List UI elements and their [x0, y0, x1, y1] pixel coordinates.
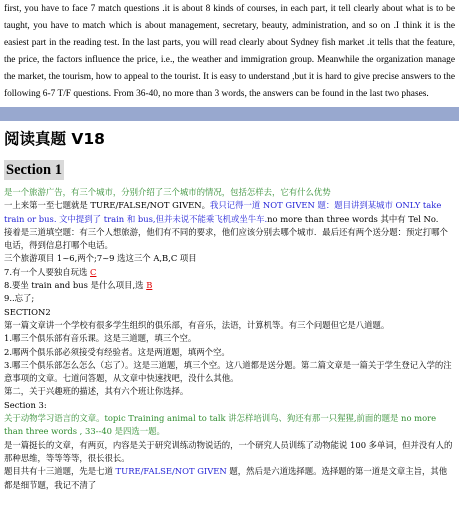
section2-paragraph-5: 第二，关于兴趣班的描述，其有六个班让你选择。 — [4, 386, 189, 397]
page-title: 阅读真题 V18 — [4, 130, 105, 148]
section2-paragraph-1: 第一篇文章讲一个学校有很多学生组织的俱乐部，有音乐，法语，计算机等。有三个问题但它是八道题。 — [4, 319, 390, 330]
section3-description: 是一篇挺长的文章，有两页，内容是关于研究训练动物说话的，一个研究人员训练了动物能说 100 多单词，但并没有人的那种思维，等等等等，很长很长。 — [4, 439, 453, 463]
section3-heading: Section 3: — [4, 399, 47, 410]
section1-q7 — [4, 266, 455, 279]
section1-body — [4, 186, 455, 492]
section3-questions-tfng: TURE/FALSE/NOT GIVEN — [115, 466, 227, 477]
q8-text: 8.要坐 train and bus 是什么项目,选 — [4, 280, 147, 291]
section2-paragraph-2: 1.哪三个俱乐部有音乐课。这是三道题，填三个空。 — [4, 333, 197, 344]
section3-questions — [4, 465, 455, 492]
section1-fill-in-paragraph: 接着是三道填空题：有三个人想旅游，他们有不同的要求，他们应该分别去哪个城市．最后还有两个送分题：预定打哪个电话，得到信息打哪个电话。 — [4, 226, 448, 251]
section3-questions-a: 题目共有十三道题，先是七道 — [4, 466, 116, 477]
section3-topic: 关于动物学习语言的文章。topic Training animal to talk 讲怎样培训鸟、狗还有那一只猩猩,前面的题是 no more than three words , 33--40 是四选一题。 — [4, 413, 437, 437]
section1-projects-line: 三个旅游项目 1~6,两个;7~9 选这三个 A,B,C 项目 — [4, 253, 197, 264]
section1-word-limit: no more than three words 其中有 Tel No. — [267, 213, 439, 224]
section1-tfng-paragraph — [4, 199, 455, 226]
section2-paragraph-3: 2.哪两个俱乐部必须接受有经验者。这是两道题，填两个空。 — [4, 346, 230, 357]
section3-questions-c: 题，然后是六道选择题。选择题的第一道是文章主旨，其他都是细节题，我记不清了 — [4, 466, 448, 490]
section1-summary: 是一个旅游广告，有三个城市，分别介绍了三个城市的情况，包括怎样去，它有什么优势 — [4, 187, 331, 197]
section1-tfng-example-end: 但并未说不能乘飞机或坐牛车. — [155, 213, 268, 224]
section1-tfng-example: 我只记得一道 NOT GIVEN 题：题目讲到某城市 ONLY take train or bus. 文中提到了 train 和 bus, — [4, 200, 442, 224]
intro-paragraph: first, you have to face 7 match questions .it is about 8 kinds of courses, in each part, it tell clearly about what is to be taught, you have to match which is about management, secretary, beauty, administration, and so on .I think it is the easiest part in the reading test. In the last parts, you will read clearly about Sydney fish market .it tells that the feature, the price, the factors influence the price, i.e., the weather and immigration group. Meanwhile the organization manage the market, the tourism, how to appeal to the tourist. It is easy to understand ,but it is hard to give precise answers to the following 6-7 T/F questions. From 36-40, no more than 3 words, the answers can be found in the last two phases. — [4, 4, 455, 99]
q8-answer: B — [146, 280, 153, 291]
section1-tfng-intro: 一上来第一至七题就是 TURE/FALSE/NOT GIVEN。 — [4, 200, 210, 211]
section2-paragraph-4: 3.哪三个俱乐部怎么怎么（忘了）。这是三道题，填三个空。这八道都是送分题。第二篇文章是一篇关于学生登记入学的注意事项的文章。七道问答题，从文章中快速找吧，没什么其他。 — [4, 359, 452, 384]
section1-heading: Section 1 — [6, 162, 62, 178]
section1-q8 — [4, 279, 455, 292]
q7-answer: C — [90, 266, 97, 277]
section2-heading: SECTION2 — [4, 306, 51, 317]
q7-text: 7.有一个人要独自玩选 — [4, 266, 91, 277]
section1-q9: 9..忘了; — [4, 293, 35, 304]
section-divider-band — [0, 107, 459, 121]
